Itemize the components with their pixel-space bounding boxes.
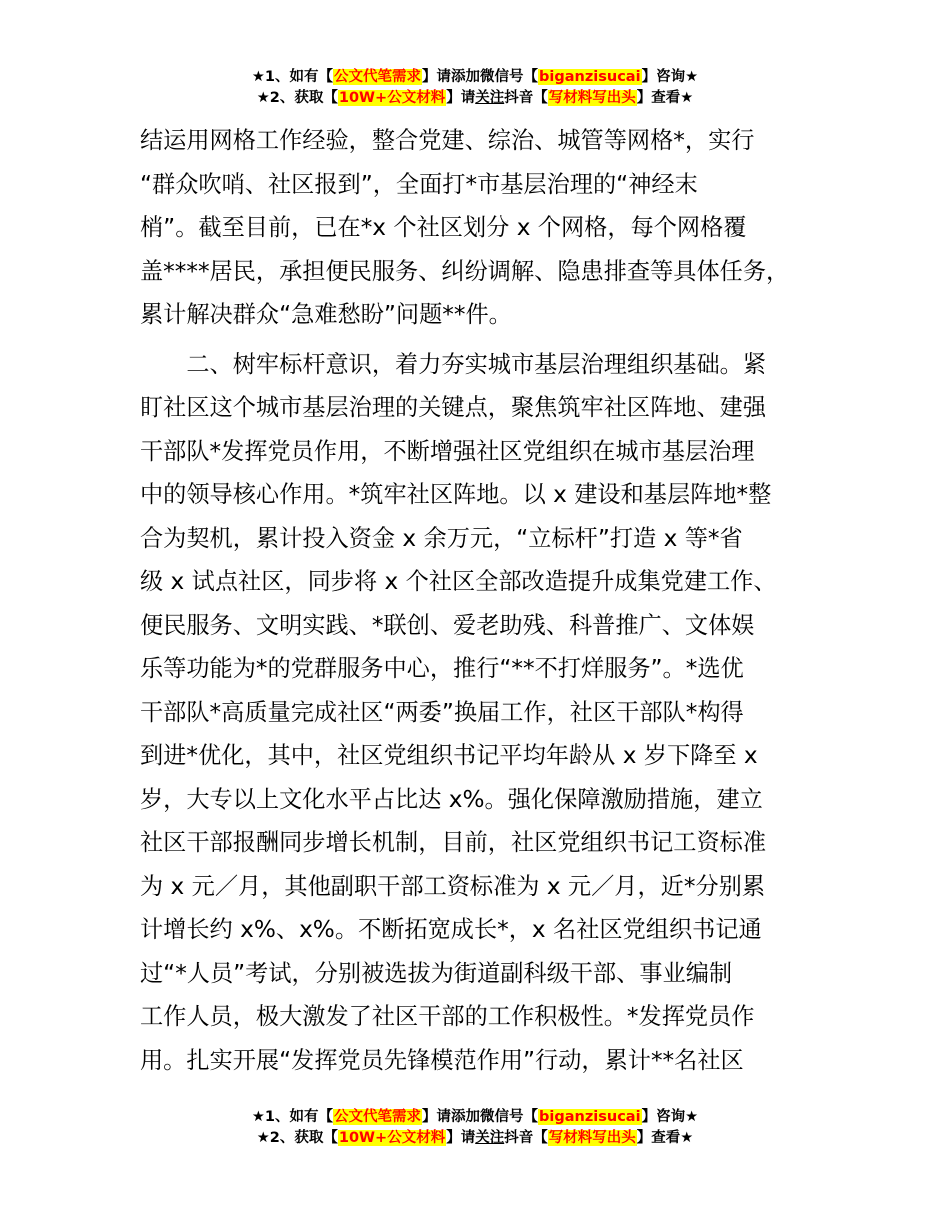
footer-banner [0, 1107, 950, 1149]
text-line: 结运用网格工作经验，整合党建、综治、城管等网格*，实行 [140, 127, 755, 154]
text-line: 为 x 元／月，其他副职干部工资标准为 x 元／月，近*分别累 [140, 872, 766, 900]
text-line: 过“*人员”考试，分别被选拔为街道副科级干部、事业编制 [140, 959, 733, 987]
document-body [140, 119, 840, 1082]
banner-highlight-materials: 10W+公文材料 [338, 90, 446, 106]
banner-highlight-wechat-id: biganzisucai [539, 1109, 641, 1125]
text-line: “群众吹哨、社区报到”，全面打*市基层治理的“神经末 [140, 170, 698, 198]
text-line: 计增长约 x%、x%。不断拓宽成长*，x 名社区党组织书记通 [140, 916, 762, 943]
text-line: 乐等功能为*的党群服务中心，推行“**不打烊服务”。*选优 [140, 655, 744, 682]
banner-text: 】咨询★ [641, 69, 699, 85]
text-line: 用。扎实开展“发挥党员先锋模范作用”行动，累计**名社区 [140, 1046, 744, 1074]
banner-highlight-materials: 10W+公文材料 [338, 1130, 446, 1146]
text-line: 累计解决群众“急难愁盼”问题**件。 [140, 301, 512, 328]
banner-highlight-douyin: 写材料写出头 [548, 90, 636, 106]
text-line: 盖****居民，承担便民服务、纠纷调解、隐患排查等具体任务， [140, 257, 790, 285]
text-line: 中的领导核心作用。*筑牢社区阵地。以 x 建设和基层阵地*整 [140, 481, 772, 508]
banner-line-1 [0, 1107, 950, 1128]
text-line: 干部队*高质量完成社区“两委”换届工作，社区干部队*构得 [140, 698, 744, 726]
banner-underlined-follow: 关注 [475, 90, 505, 106]
banner-text: ★2、获取【 [256, 90, 338, 106]
banner-line-2 [0, 1128, 950, 1149]
banner-text: ★1、如有【 [251, 1109, 334, 1125]
banner-text: 】请 [446, 90, 476, 106]
banner-underlined-follow: 关注 [475, 1130, 505, 1146]
banner-text: 】请添加微信号【 [422, 69, 539, 85]
banner-highlight-ghostwriting: 公文代笔需求 [334, 1109, 422, 1125]
text-line: 梢”。截至目前，已在*x 个社区划分 x 个网格，每个网格覆 [140, 214, 747, 241]
banner-text: ★1、如有【 [251, 69, 334, 85]
banner-text: 】请 [446, 1130, 476, 1146]
banner-text: ★2、获取【 [256, 1130, 338, 1146]
banner-text: 】请添加微信号【 [422, 1109, 539, 1125]
banner-text: 】查看★ [636, 1130, 694, 1146]
text-line: 社区干部报酬同步增长机制，目前，社区党组织书记工资标准 [140, 829, 767, 856]
text-line: 二、树牢标杆意识，着力夯实城市基层治理组织基础。紧 [140, 350, 767, 378]
text-line: 工作人员，极大激发了社区干部的工作积极性。*发挥党员作 [140, 1003, 755, 1030]
text-line: 盯社区这个城市基层治理的关键点，聚焦筑牢社区阵地、建强 [140, 394, 767, 421]
banner-text: 抖音【 [504, 1130, 548, 1146]
banner-text: 抖音【 [504, 90, 548, 106]
paragraph-1 [140, 119, 840, 337]
header-banner [0, 67, 950, 109]
banner-text: 】查看★ [636, 90, 694, 106]
banner-highlight-wechat-id: biganzisucai [539, 69, 641, 85]
banner-line-2 [0, 88, 950, 109]
banner-line-1 [0, 67, 950, 88]
text-line: 到进*优化，其中，社区党组织书记平均年龄从 x 岁下降至 x [140, 742, 758, 769]
banner-text: 】咨询★ [641, 1109, 699, 1125]
text-line: 合为契机，累计投入资金 x 余万元，“立标杆”打造 x 等*省 [140, 524, 743, 552]
text-line: 级 x 试点社区，同步将 x 个社区全部改造提升成集党建工作、 [140, 568, 777, 595]
banner-highlight-douyin: 写材料写出头 [548, 1130, 636, 1146]
text-line: 岁，大专以上文化水平占比达 x%。强化保障激励措施，建立 [140, 785, 763, 813]
text-line: 干部队*发挥党员作用，不断增强社区党组织在城市基层治理 [140, 437, 755, 465]
text-line: 便民服务、文明实践、*联创、爱老助残、科普推广、文体娱 [140, 611, 755, 639]
banner-highlight-ghostwriting: 公文代笔需求 [334, 69, 422, 85]
paragraph-2 [140, 343, 840, 1083]
